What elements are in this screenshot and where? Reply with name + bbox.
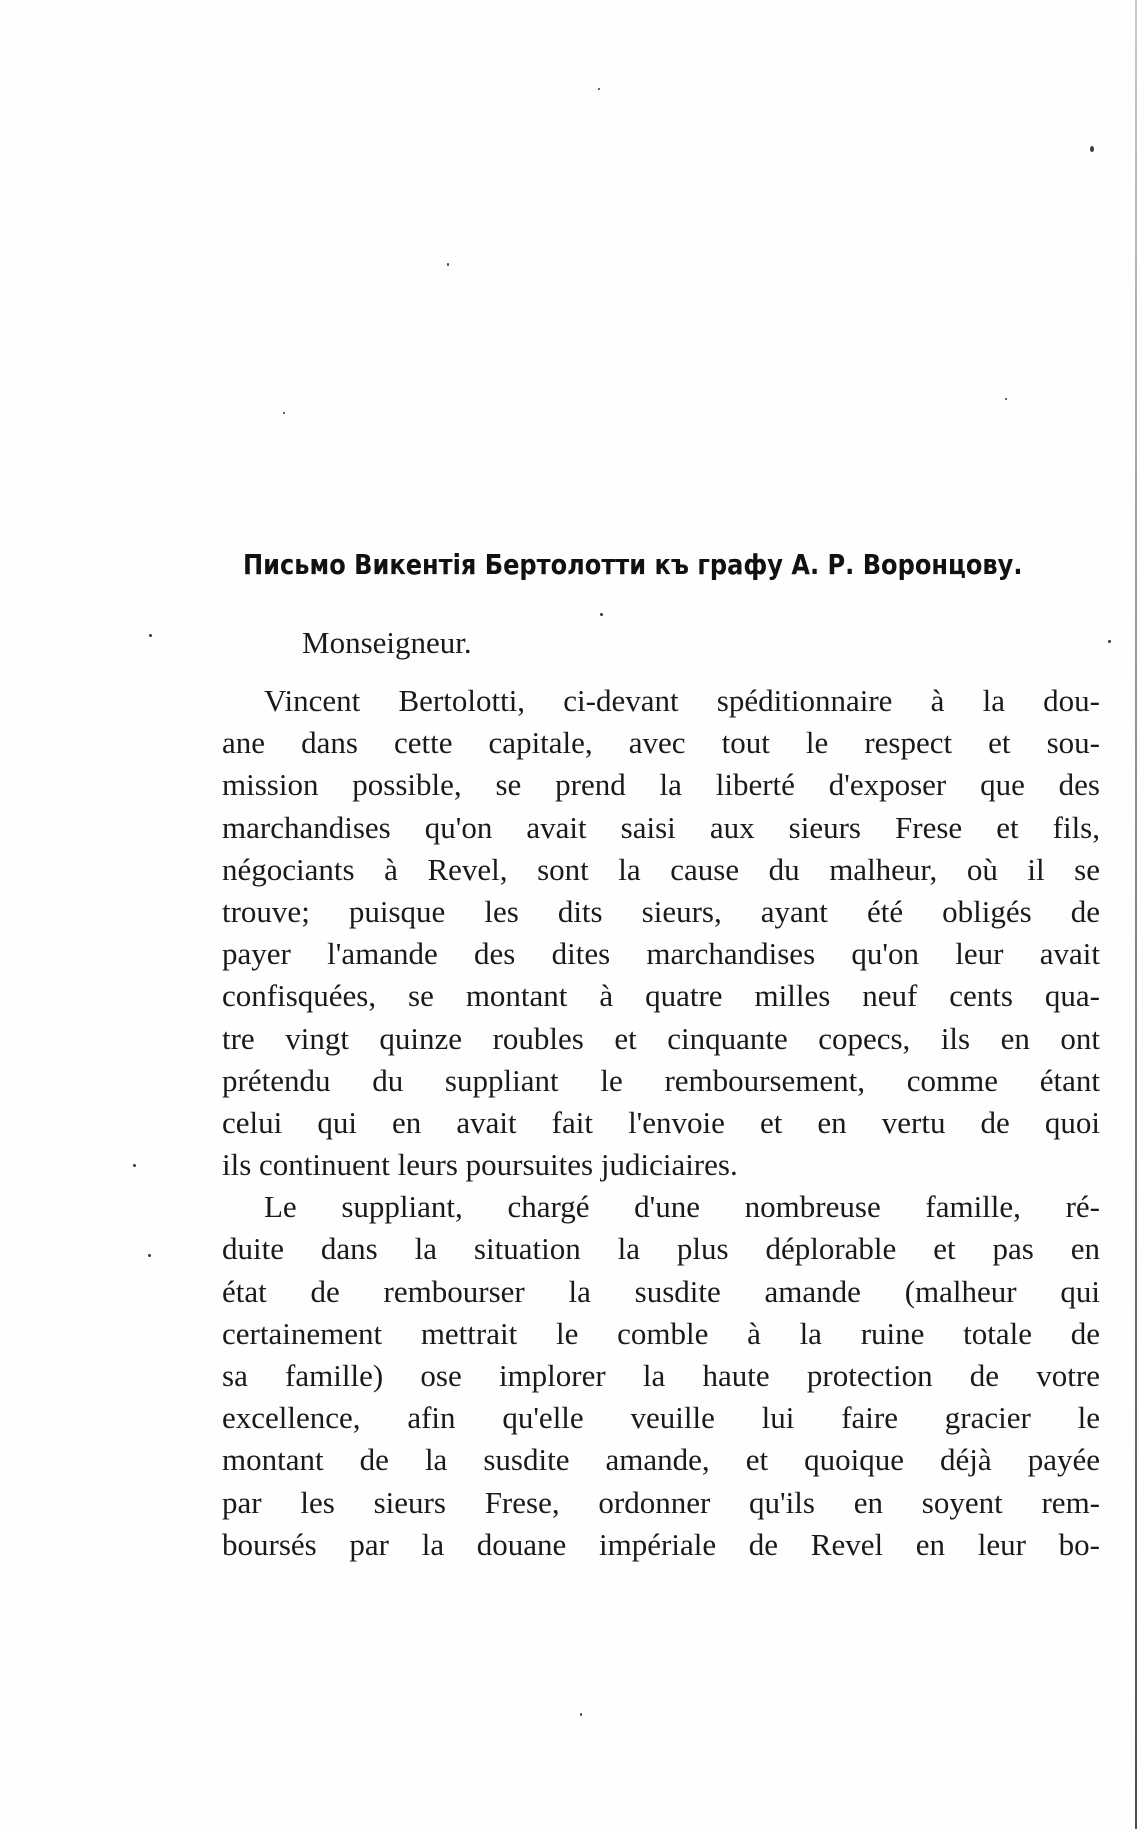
- scan-speck: [600, 613, 603, 616]
- scan-speck: [447, 263, 449, 266]
- text-line: Le suppliant, chargé d'une nombreuse famille, ré-: [264, 1189, 1100, 1225]
- scan-speck: [580, 1713, 582, 1716]
- text-line: payer l'amande des dites marchandises qu'on leur avait: [222, 936, 1100, 972]
- salutation: Monseigneur.: [302, 625, 472, 660]
- scan-speck: [133, 1164, 136, 1167]
- scan-speck: [149, 634, 152, 637]
- text-line: mission possible, se prend la liberté d'exposer que des: [222, 767, 1100, 803]
- scan-speck: [1108, 640, 1111, 643]
- text-line: excellence, afin qu'elle veuille lui faire gracier le: [222, 1400, 1100, 1436]
- text-line: ils continuent leurs poursuites judiciaires.: [222, 1147, 738, 1183]
- scan-speck: [1090, 146, 1094, 152]
- scan-speck: [283, 412, 285, 414]
- text-line: trouve; puisque les dits sieurs, ayant été obligés de: [222, 893, 1100, 929]
- letter-title: Письмо Викентія Бертолотти къ графу А. Р. Воронцову.: [243, 548, 1023, 581]
- text-line: négociants à Revel, sont la cause du malheur, où il se: [222, 851, 1100, 887]
- text-line: duite dans la situation la plus déplorable et pas en: [222, 1231, 1100, 1267]
- text-line: tre vingt quinze roubles et cinquante copecs, ils en ont: [222, 1020, 1100, 1056]
- text-line: marchandises qu'on avait saisi aux sieurs Frese et fils,: [222, 809, 1100, 845]
- text-line: celui qui en avait fait l'envoie et en vertu de quoi: [222, 1104, 1100, 1140]
- text-line: boursés par la douane impériale de Revel en leur bo-: [222, 1526, 1100, 1562]
- paragraph-1: [222, 680, 1100, 1186]
- text-line: montant de la susdite amande, et quoique déjà payée: [222, 1442, 1100, 1478]
- page-edge-shadow: [1135, 0, 1137, 1829]
- text-line: ane dans cette capitale, avec tout le respect et sou-: [222, 725, 1100, 761]
- text-line: Vincent Bertolotti, ci-devant spéditionnaire à la dou-: [264, 683, 1100, 718]
- text-line: prétendu du suppliant le remboursement, comme étant: [222, 1062, 1100, 1098]
- text-line: par les sieurs Frese, ordonner qu'ils en soyent rem-: [222, 1484, 1100, 1520]
- text-line: état de rembourser la susdite amande (malheur qui: [222, 1273, 1100, 1309]
- paragraph-2: [222, 1186, 1100, 1566]
- text-line: confisquées, se montant à quatre milles neuf cents qua-: [222, 978, 1100, 1014]
- scan-speck: [598, 88, 600, 90]
- text-line: certainement mettrait le comble à la ruine totale de: [222, 1315, 1100, 1351]
- letter-body: [222, 680, 1100, 1566]
- text-line: sa famille) ose implorer la haute protection de votre: [222, 1358, 1100, 1393]
- scan-speck: [1005, 398, 1007, 400]
- scan-speck: [148, 1254, 151, 1257]
